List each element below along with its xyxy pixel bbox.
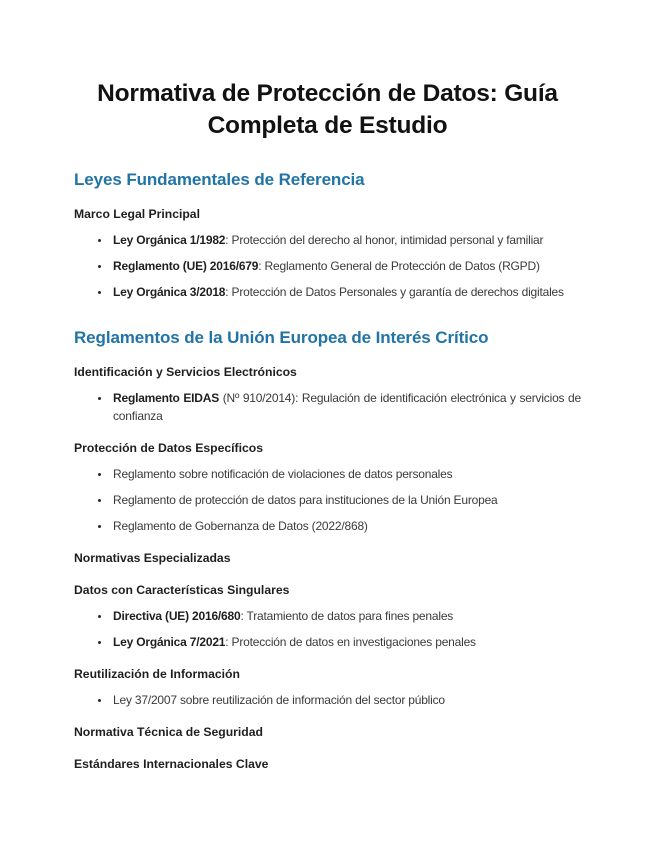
section-heading: Reglamentos de la Unión Europea de Interés Crítico	[74, 327, 489, 347]
subheading: Identificación y Servicios Electrónicos	[74, 364, 297, 379]
list-item	[111, 517, 581, 535]
list-item	[111, 465, 581, 483]
bullet-text: Reglamento sobre notificación de violaciones de datos personales	[113, 467, 453, 482]
bullet-text: : Reglamento General de Protección de Datos (RGPD)	[258, 258, 540, 273]
bullet-bold-text: Reglamento EIDAS	[113, 391, 220, 405]
subheading: Normativa Técnica de Seguridad	[74, 725, 263, 740]
bullet-bold-text: Reglamento (UE) 2016/679	[113, 258, 259, 273]
bullet-list	[74, 465, 581, 535]
subheading: Marco Legal Principal	[74, 206, 200, 221]
list-item	[111, 607, 581, 625]
bullet-text: : Protección de datos en investigaciones penales	[225, 635, 476, 650]
list-item	[111, 257, 581, 275]
bullet-text: Reglamento de Gobernanza de Datos (2022/868)	[113, 519, 368, 534]
bullet-text: : Tratamiento de datos para fines penales	[240, 609, 454, 624]
subheading: Protección de Datos Específicos	[74, 441, 263, 455]
subheading: Reutilización de Información	[74, 667, 240, 682]
bullet-text: : Protección del derecho al honor, intimidad personal y familiar	[225, 232, 544, 247]
bullet-list	[74, 691, 581, 709]
list-item	[111, 491, 581, 509]
bullet-bold-text: Ley Orgánica 3/2018	[113, 284, 226, 299]
subheading: Datos con Características Singulares	[74, 583, 290, 598]
bullet-text: Ley 37/2007 sobre reutilización de información del sector público	[113, 693, 445, 708]
bullet-list	[74, 607, 581, 651]
subheading: Estándares Internacionales Clave	[74, 757, 269, 772]
list-item	[111, 691, 581, 709]
list-item	[111, 389, 581, 425]
section-heading: Leyes Fundamentales de Referencia	[74, 169, 365, 189]
bullet-list	[74, 231, 581, 301]
subheading: Normativas Especializadas	[74, 551, 231, 566]
bullet-bold-text: Directiva (UE) 2016/680	[113, 609, 241, 624]
bullet-list	[74, 389, 581, 425]
list-item	[111, 231, 581, 249]
bullet-text: (Nº 910/2014): Regulación de identificación electrónica y servicios de confianza	[113, 391, 581, 423]
bullet-bold-text: Ley Orgánica 7/2021	[113, 635, 226, 650]
document-title: Normativa de Protección de Datos: Guía Completa de Estudio	[97, 80, 558, 140]
bullet-bold-text: Ley Orgánica 1/1982	[113, 232, 226, 247]
list-item	[111, 633, 581, 651]
bullet-text: : Protección de Datos Personales y garantía de derechos digitales	[225, 284, 564, 299]
bullet-text: Reglamento de protección de datos para instituciones de la Unión Europea	[113, 493, 498, 508]
list-item	[111, 283, 581, 301]
